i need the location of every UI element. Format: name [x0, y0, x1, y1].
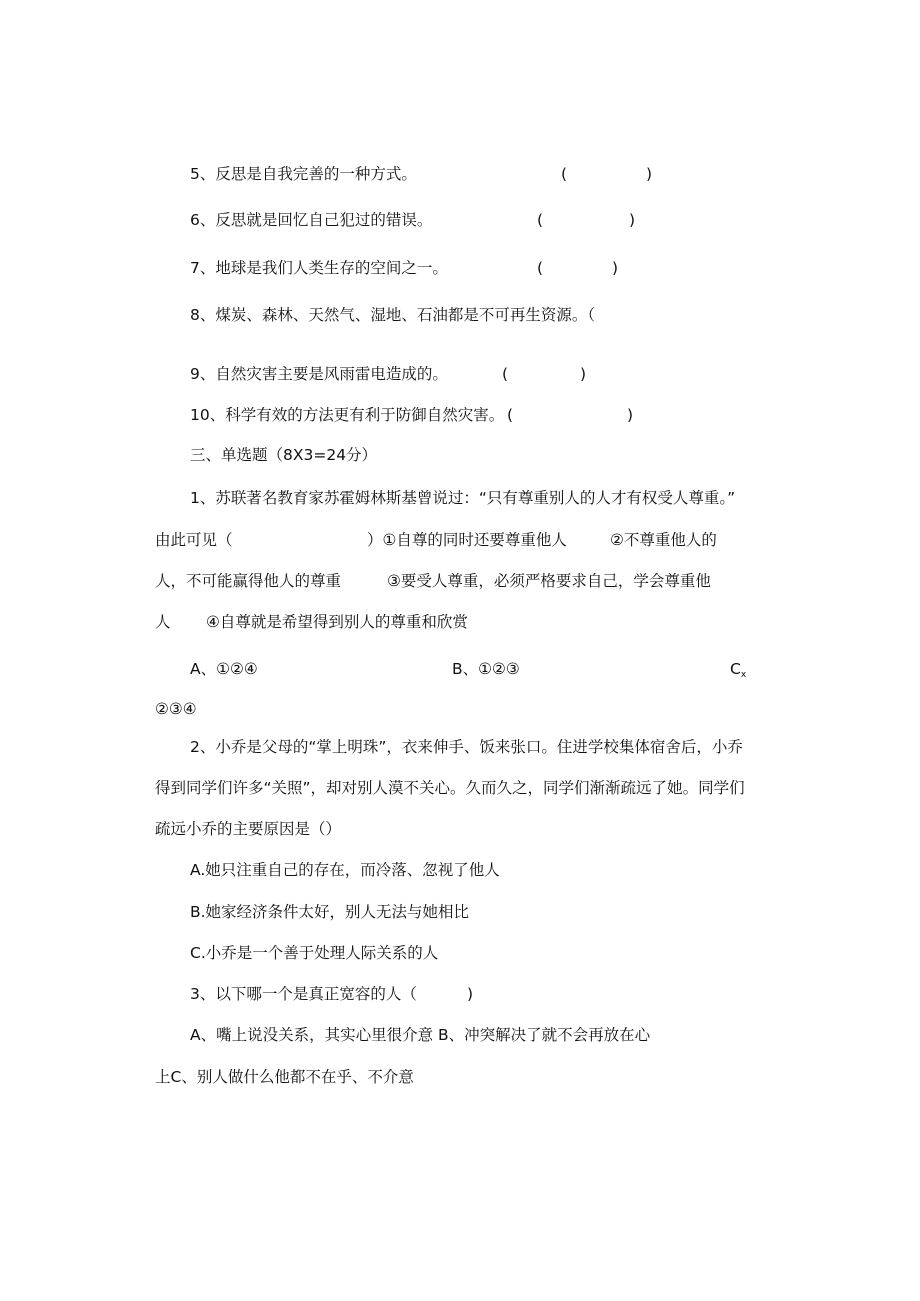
- answer-paren-open: (: [561, 165, 568, 183]
- q1-option-c-sub: x: [740, 670, 747, 680]
- q1-line-4b: ④自尊就是希望得到别人的尊重和欣赏: [206, 613, 468, 631]
- q1-option-c: [730, 659, 746, 685]
- tf-item-10: 10、科学有效的方法更有利于防御自然灾害。: [190, 406, 505, 424]
- q1-option-c-continued: ②③④: [155, 700, 197, 718]
- q1-line-2c: ②不尊重他人的: [610, 531, 717, 549]
- answer-paren-close: ): [580, 365, 587, 383]
- answer-paren-open: (: [502, 365, 509, 383]
- answer-paren-open: (: [537, 211, 544, 229]
- q2-option-a: A.她只注重自己的存在，而冷落、忽视了他人: [190, 861, 500, 879]
- tf-item-5: 5、反思是自我完善的一种方式。: [190, 165, 417, 183]
- tf-item-9: 9、自然灾害主要是风雨雷电造成的。: [190, 365, 448, 383]
- q1-line-3b: ③要受人尊重，必须严格要求自己，学会尊重他: [387, 572, 711, 590]
- q1-line-2a: 由此可见（: [155, 531, 233, 549]
- q2-line-2: 得到同学们许多“关照”，却对别人漠不关心。久而久之，同学们渐渐疏远了她。同学们: [155, 779, 745, 797]
- q1-line-4a: 人: [155, 613, 171, 631]
- tf-item-6: 6、反思就是回忆自己犯过的错误。: [190, 211, 433, 229]
- q3-line-1: 3、以下哪一个是真正宽容的人（: [190, 985, 417, 1003]
- q1-line-1: 1、苏联著名教育家苏霍姆林斯基曾说过：“只有尊重别人的人才有权受人尊重。”: [190, 489, 736, 507]
- q1-line-2b: ）①自尊的同时还要尊重他人: [367, 531, 567, 549]
- section-title: 三、单选题（8X3=24分）: [190, 446, 378, 464]
- answer-paren-close: ): [467, 985, 474, 1003]
- tf-item-7: 7、地球是我们人类生存的空间之一。: [190, 259, 448, 277]
- q3-line-3: 上C、别人做什么他都不在乎、不介意: [155, 1068, 414, 1086]
- q2-line-3: 疏远小乔的主要原因是（）: [155, 820, 342, 838]
- q3-line-2: A、嘴上说没关系，其实心里很介意 B、冲突解决了就不会再放在心: [190, 1026, 651, 1044]
- answer-paren-close: ): [612, 259, 619, 277]
- answer-paren-close: ): [629, 211, 636, 229]
- answer-paren-open: (: [507, 406, 514, 424]
- q1-line-3a: 人，不可能赢得他人的尊重: [155, 572, 342, 590]
- answer-paren-open: (: [537, 259, 544, 277]
- q2-line-1: 2、小乔是父母的“掌上明珠”，衣来伸手、饭来张口。住进学校集体宿舍后，小乔: [190, 738, 743, 756]
- q2-option-b: B.她家经济条件太好，别人无法与她相比: [190, 903, 470, 921]
- q1-option-a: A、①②④: [190, 660, 258, 678]
- q1-option-c-label: C: [730, 660, 741, 678]
- q1-option-b: B、①②③: [452, 660, 520, 678]
- answer-paren-close: ): [646, 165, 653, 183]
- q2-option-c: C.小乔是一个善于处理人际关系的人: [190, 944, 439, 962]
- tf-item-8: 8、煤炭、森林、天然气、湿地、石油都是不可再生资源。（: [190, 306, 596, 324]
- answer-paren-close: ): [627, 406, 634, 424]
